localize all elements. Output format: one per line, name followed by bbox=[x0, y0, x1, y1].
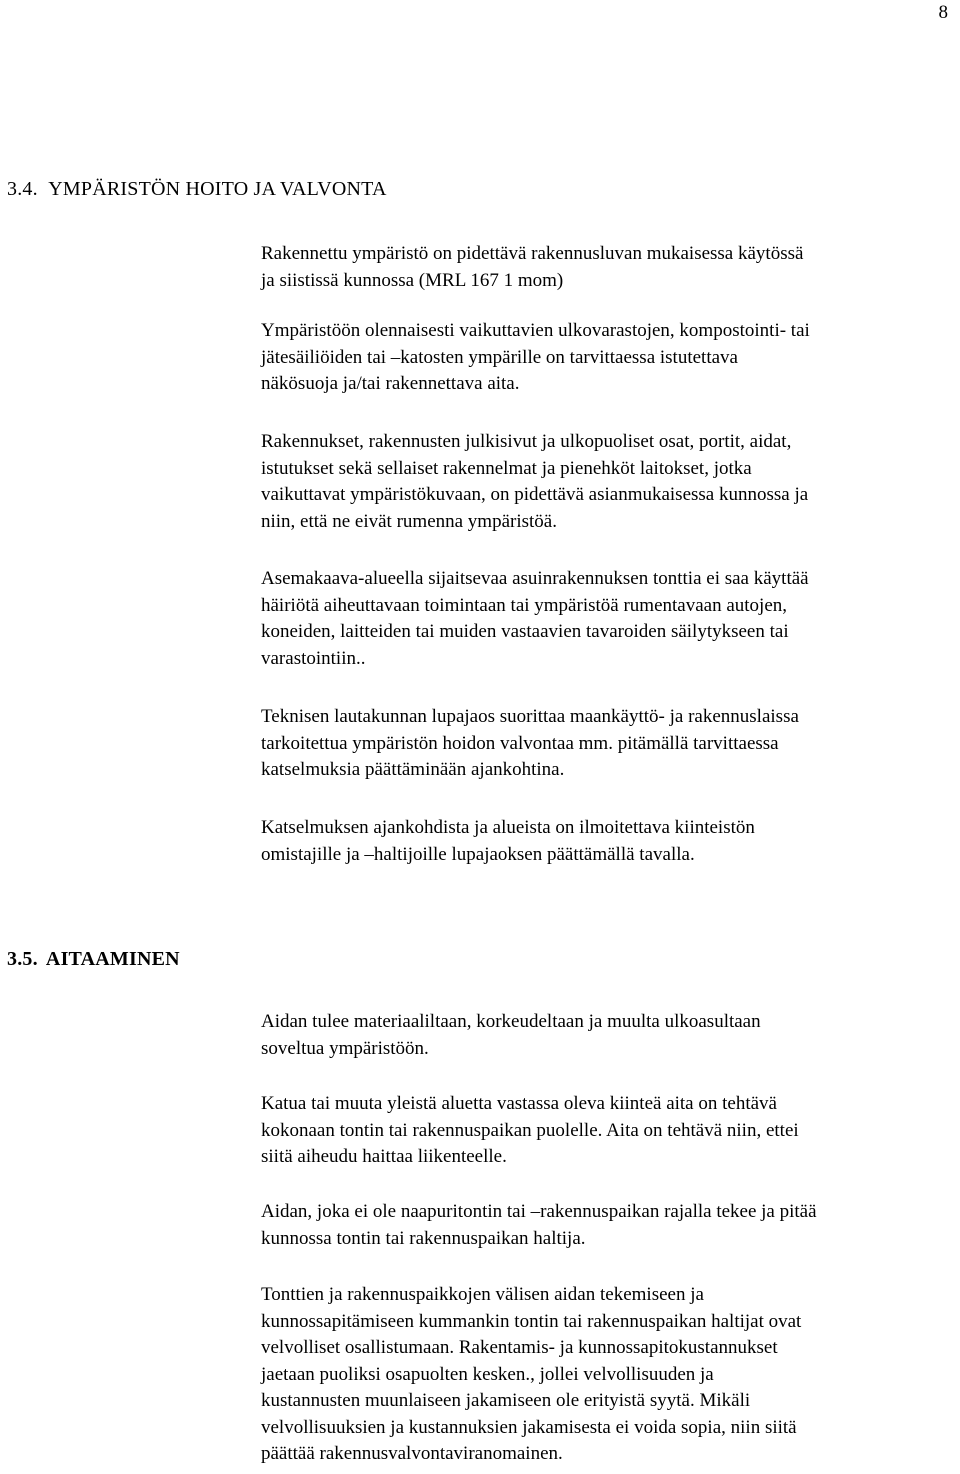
paragraph bbox=[261, 429, 960, 535]
paragraph-line: kunnossa tontin tai rakennuspaikan haltija. bbox=[261, 1227, 586, 1249]
paragraph-line: velvolliset osallistumaan. Rakentamis- ja kunnossapitokustannukset bbox=[261, 1337, 778, 1358]
paragraph-line: jaetaan puoliksi osapuolten kesken., jollei velvollisuuden ja bbox=[261, 1363, 714, 1385]
paragraph-line: päättää rakennusvalvontaviranomainen. bbox=[261, 1443, 563, 1464]
paragraph bbox=[261, 1091, 960, 1171]
paragraph-line: Aidan tulee materiaaliltaan, korkeudeltaan ja muulta ulkoasultaan bbox=[261, 1011, 761, 1032]
paragraph-line: koneiden, laitteiden tai muiden vastaavien tavaroiden säilytykseen tai bbox=[261, 621, 789, 642]
paragraph bbox=[261, 1009, 960, 1062]
paragraph bbox=[261, 1199, 960, 1252]
paragraph-line: kunnossapitämiseen kummankin tontin tai rakennuspaikan haltijat ovat bbox=[261, 1310, 802, 1332]
paragraph bbox=[261, 704, 960, 784]
paragraph-line: Katua tai muuta yleistä aluetta vastassa oleva kiinteä aita on tehtävä bbox=[261, 1093, 777, 1114]
paragraph-line: jätesäiliöiden tai –katosten ympärille on tarvittaessa istutettava bbox=[261, 346, 738, 368]
paragraph-line: siitä aiheudu haittaa liikenteelle. bbox=[261, 1146, 507, 1167]
section-heading-3-5 bbox=[7, 946, 180, 973]
paragraph-line: vaikuttavat ympäristökuvaan, on pidettävä asianmukaisessa kunnossa ja bbox=[261, 484, 809, 505]
paragraph bbox=[261, 566, 960, 672]
paragraph-line: istutukset sekä sellaiset rakennelmat ja pienehköt laitokset, jotka bbox=[261, 457, 752, 479]
paragraph bbox=[261, 318, 960, 398]
paragraph-line: soveltua ympäristöön. bbox=[261, 1037, 429, 1059]
section-title: YMPÄRISTÖN HOITO JA VALVONTA bbox=[48, 178, 387, 200]
paragraph-line: Tonttien ja rakennuspaikkojen välisen aidan tekemiseen ja bbox=[261, 1284, 704, 1305]
section-title: AITAAMINEN bbox=[45, 948, 180, 970]
page-number: 8 bbox=[938, 2, 948, 23]
paragraph-line: Ympäristöön olennaisesti vaikuttavien ulkovarastojen, kompostointi- tai bbox=[261, 320, 810, 341]
paragraph bbox=[261, 815, 960, 868]
paragraph-line: velvollisuuksien ja kustannuksien jakamisesta ei voida sopia, niin siitä bbox=[261, 1416, 797, 1438]
paragraph bbox=[261, 1282, 960, 1468]
paragraph-line: Rakennukset, rakennusten julkisivut ja ulkopuoliset osat, portit, aidat, bbox=[261, 431, 792, 452]
section-number: 3.5. bbox=[7, 948, 38, 970]
paragraph-line: Aidan, joka ei ole naapuritontin tai –rakennuspaikan rajalla tekee ja pitää bbox=[261, 1201, 817, 1222]
paragraph-line: Teknisen lautakunnan lupajaos suorittaa maankäyttö- ja rakennuslaissa bbox=[261, 706, 799, 727]
paragraph-line: Asemakaava-alueella sijaitsevaa asuinrakennuksen tonttia ei saa käyttää bbox=[261, 568, 809, 589]
paragraph-line: Rakennettu ympäristö on pidettävä rakennusluvan mukaisessa käytössä bbox=[261, 243, 804, 264]
paragraph bbox=[261, 241, 960, 294]
paragraph-line: kokonaan tontin tai rakennuspaikan puolelle. Aita on tehtävä niin, ettei bbox=[261, 1119, 799, 1141]
paragraph-line: katselmuksia päättäminään ajankohtina. bbox=[261, 759, 565, 780]
section-heading-3-4 bbox=[7, 176, 387, 203]
paragraph-line: omistajille ja –haltijoille lupajaoksen päättämällä tavalla. bbox=[261, 843, 695, 865]
paragraph-line: tarkoitettua ympäristön hoidon valvontaa mm. pitämällä tarvittaessa bbox=[261, 732, 779, 754]
paragraph-line: varastointiin.. bbox=[261, 647, 366, 669]
paragraph-line: niin, että ne eivät rumenna ympäristöä. bbox=[261, 510, 557, 532]
paragraph-line: näkösuoja ja/tai rakennettava aita. bbox=[261, 373, 520, 394]
section-number: 3.4. bbox=[7, 178, 38, 200]
paragraph-line: häiriötä aiheuttavaan toimintaan tai ympäristöä rumentavaan autojen, bbox=[261, 594, 787, 616]
paragraph-line: kustannusten muunlaiseen jakamiseen ole erityistä syytä. Mikäli bbox=[261, 1390, 751, 1411]
paragraph-line: Katselmuksen ajankohdista ja alueista on ilmoitettava kiinteistön bbox=[261, 817, 755, 838]
paragraph-line: ja siistissä kunnossa (MRL 167 1 mom) bbox=[261, 269, 564, 291]
